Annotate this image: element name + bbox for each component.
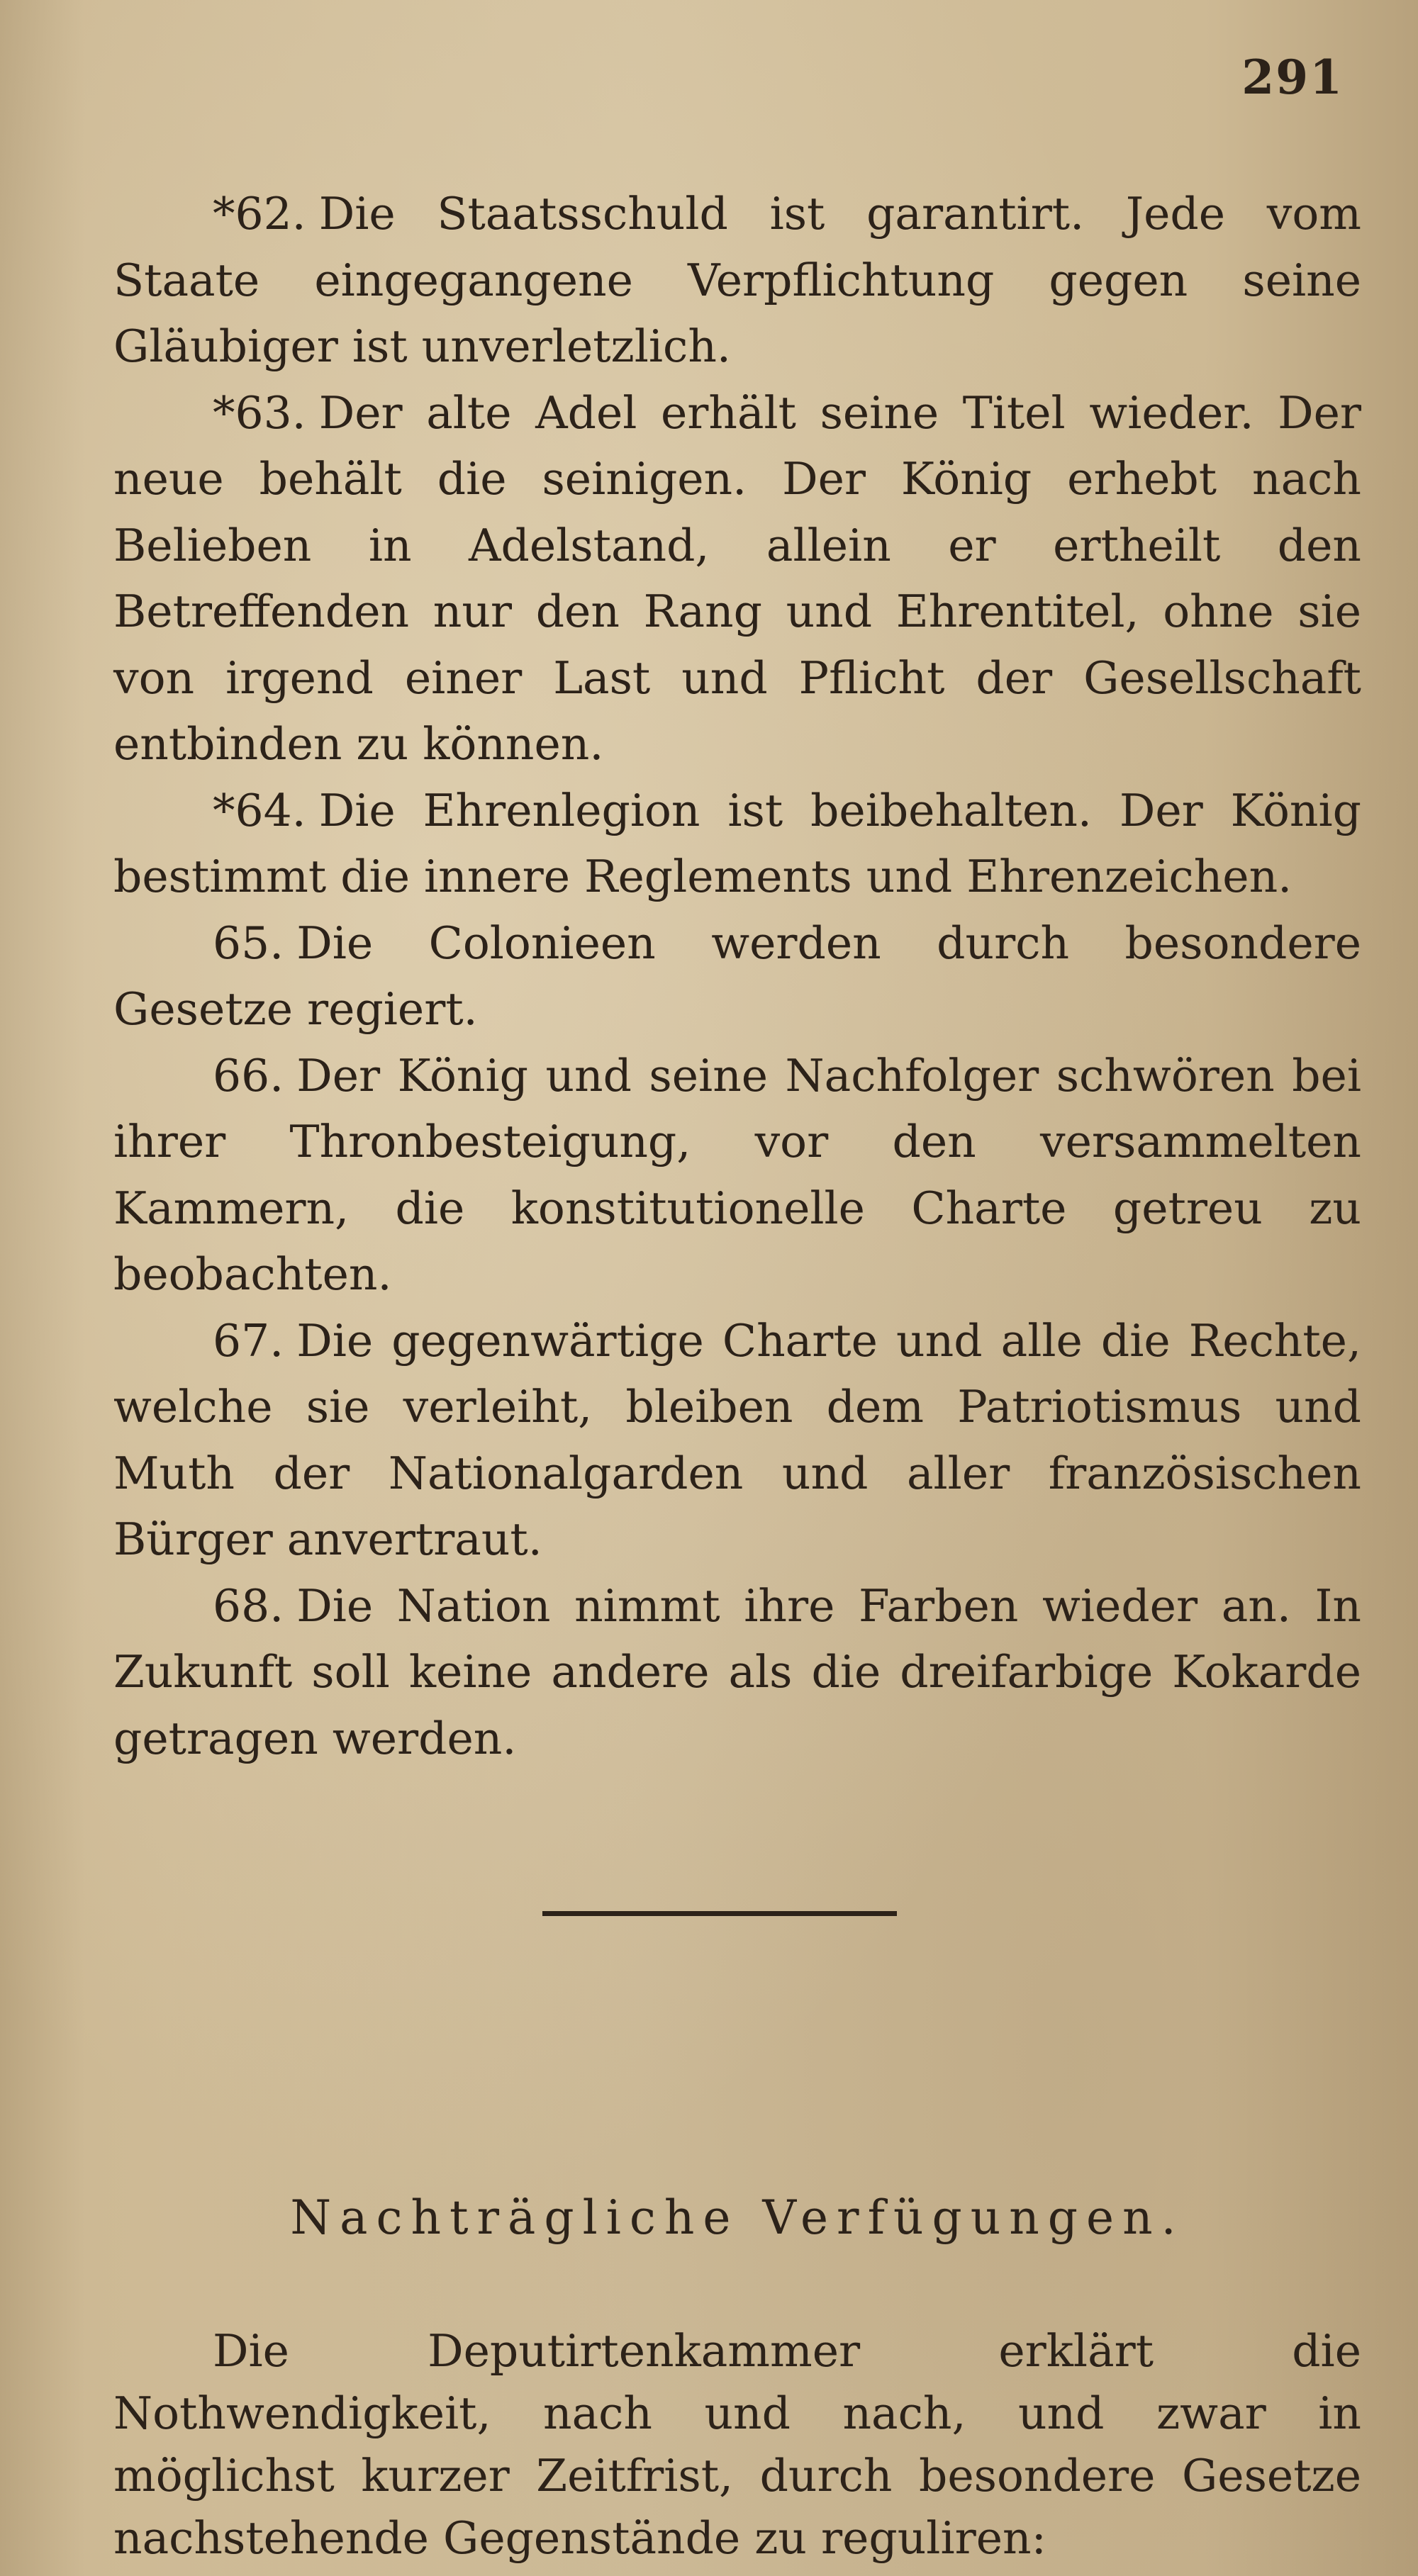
article-number: 67.: [213, 1314, 284, 1367]
article-number: *63.: [213, 386, 306, 439]
article-number: 65.: [213, 917, 284, 969]
article-number: *64.: [213, 784, 306, 836]
article-67: [113, 1308, 1361, 1573]
section-divider: [542, 1911, 897, 1916]
article-64: [113, 778, 1361, 910]
article-text: Die Nation nimmt ihre Farben wieder an. In Zukunft soll keine andere als die dreifarbige Kokarde getragen werden.: [113, 1579, 1361, 1764]
article-number: 66.: [213, 1049, 284, 1102]
article-text: Der König und seine Nachfolger schwören bei ihrer Thronbesteigung, vor den versammelten Kammern, die konstitutionelle Charte getreu zu beobachten.: [113, 1049, 1361, 1300]
article-number: 68.: [213, 1579, 284, 1632]
article-text: Die Ehrenlegion ist beibehalten. Der König bestimmt die innere Reglements und Ehrenzeichen.: [113, 784, 1361, 902]
article-text: Die Staatsschuld ist garantirt. Jede vom Staate eingegangene Verpflichtung gegen seine Gläubiger ist unverletzlich.: [113, 188, 1361, 372]
article-66: [113, 1043, 1361, 1308]
article-68: [113, 1573, 1361, 1772]
articles-body: [113, 181, 1361, 1771]
article-number: *62.: [213, 188, 306, 240]
article-text: Der alte Adel erhält seine Titel wieder. Der neue behält die seinigen. Der König erhebt nach Belieben in Adelstand, allein er ertheilt den Betreffenden nur den Rang und Ehrentitel, ohne sie von irgend einer Last und Pflicht der Gesellschaft entbinden zu können.: [113, 386, 1361, 770]
closing-paragraph: Die Deputirtenkammer erklärt die Nothwendigkeit, nach und nach, und zwar in möglichst kurzer Zeitfrist, durch besondere Gesetze nachstehende Gegenstände zu reguliren:: [113, 2325, 1361, 2564]
page-number: 291: [1241, 50, 1344, 105]
article-text: Die gegenwärtige Charte und alle die Rechte, welche sie verleiht, bleiben dem Patriotismus und Muth der Nationalgarden und aller französischen Bürger anvertraut.: [113, 1314, 1361, 1565]
article-65: [113, 910, 1361, 1043]
article-62: [113, 181, 1361, 380]
article-63: [113, 380, 1361, 778]
section-heading: Nachträgliche Verfügungen.: [290, 2190, 1185, 2245]
article-text: Die Colonieen werden durch besondere Gesetze regiert.: [113, 917, 1361, 1035]
